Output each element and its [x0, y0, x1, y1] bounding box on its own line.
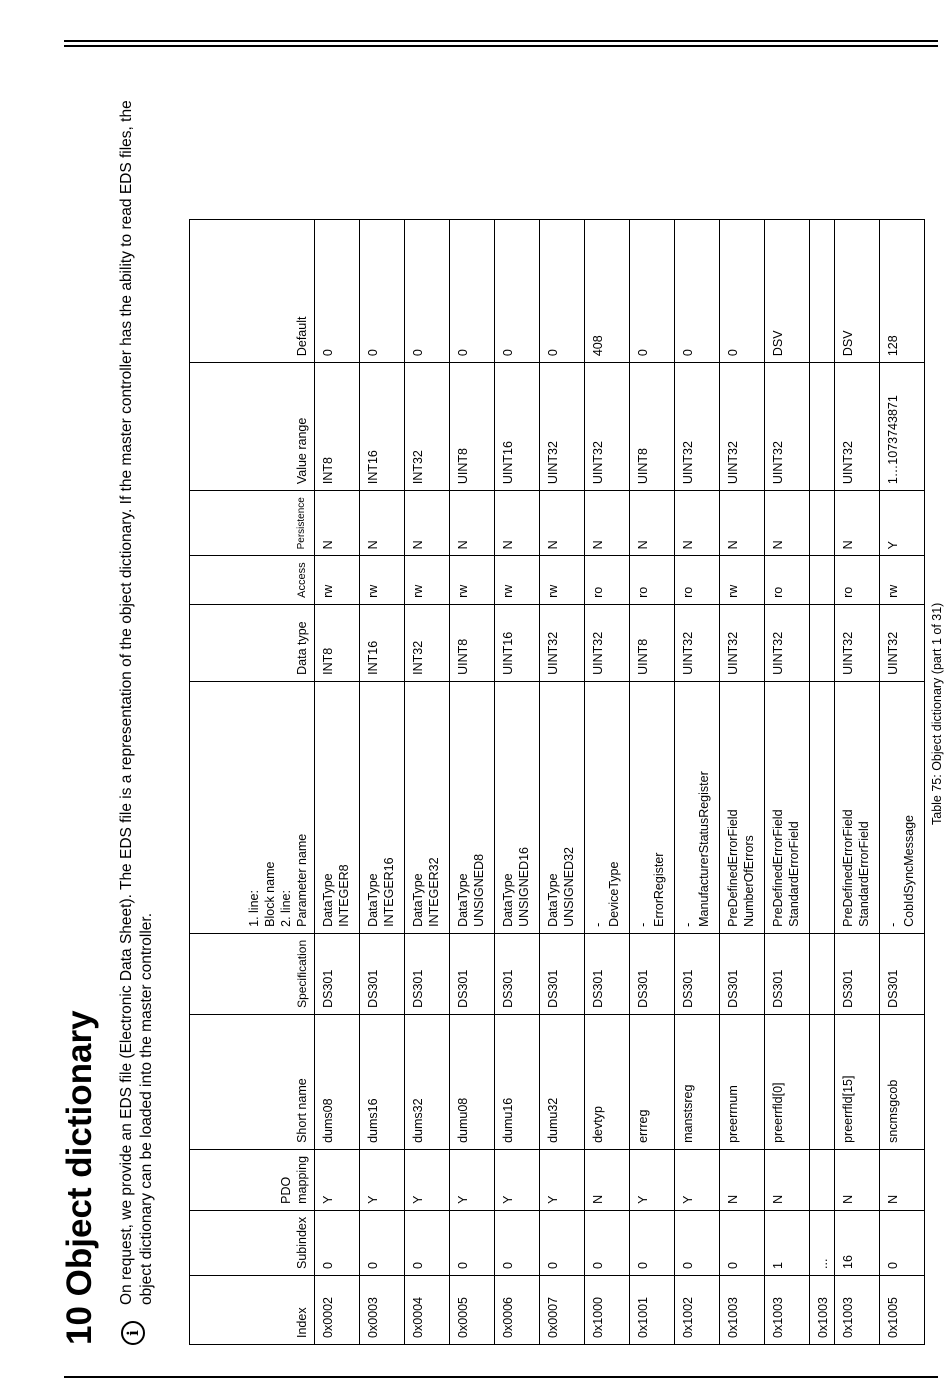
cell-block-param — [810, 681, 835, 933]
cell-dtype: UINT32 — [540, 604, 585, 681]
cell-block-param — [450, 681, 495, 933]
cell-pdo: N — [765, 1149, 810, 1210]
cell-dtype: UINT32 — [880, 604, 925, 681]
cell-param: UNSIGNED8 — [472, 853, 486, 927]
cell-short-name: manstsreg — [675, 1014, 720, 1149]
cell-persist: N — [585, 491, 630, 556]
cell-spec: DS301 — [405, 933, 450, 1014]
cell-subindex: 0 — [675, 1210, 720, 1275]
object-dictionary-table — [189, 219, 925, 1345]
cell-access — [810, 556, 835, 604]
cell-dtype: INT16 — [360, 604, 405, 681]
cell-index: 0x0002 — [315, 1276, 360, 1345]
cell-access: rw — [495, 556, 540, 604]
cell-persist: N — [495, 491, 540, 556]
cell-range: INT32 — [405, 363, 450, 491]
cell-access: ro — [675, 556, 720, 604]
cell-spec — [810, 933, 835, 1014]
cell-block: DataType — [411, 873, 425, 927]
cell-access: rw — [540, 556, 585, 604]
cell-param: DeviceType — [607, 861, 621, 927]
cell-short-name: devtyp — [585, 1014, 630, 1149]
cell-block-param — [630, 681, 675, 933]
cell-dtype: UINT32 — [720, 604, 765, 681]
cell-short-name: dumu08 — [450, 1014, 495, 1149]
header-line4: Parameter name — [295, 833, 309, 927]
cell-dtype: UINT32 — [585, 604, 630, 681]
cell-range: UINT16 — [495, 363, 540, 491]
cell-index: 0x0007 — [540, 1276, 585, 1345]
cell-spec: DS301 — [540, 933, 585, 1014]
cell-block: DataType — [456, 873, 470, 927]
cell-pdo: N — [880, 1149, 925, 1210]
cell-block-param — [315, 681, 360, 933]
cell-subindex: ... — [810, 1210, 835, 1275]
cell-index: 0x1002 — [675, 1276, 720, 1345]
cell-range — [810, 363, 835, 491]
rotated-page — [60, 75, 944, 1345]
cell-spec: DS301 — [585, 933, 630, 1014]
cell-access: rw — [880, 556, 925, 604]
cell-range: INT16 — [360, 363, 405, 491]
cell-block-param — [675, 681, 720, 933]
cell-default: 0 — [630, 220, 675, 363]
cell-short-name: sncmsgcob — [880, 1014, 925, 1149]
cell-range: UINT8 — [450, 363, 495, 491]
cell-short-name — [810, 1014, 835, 1149]
cell-block: PreDefinedErrorField — [771, 809, 785, 927]
cell-default — [810, 220, 835, 363]
cell-default: 0 — [495, 220, 540, 363]
cell-short-name: preerrfld[0] — [765, 1014, 810, 1149]
header-line3: 2. line: — [279, 890, 293, 927]
cell-access: ro — [765, 556, 810, 604]
cell-access: rw — [450, 556, 495, 604]
cell-short-name: dumu32 — [540, 1014, 585, 1149]
intro-paragraph: On request, we provide an EDS file (Electronic Data Sheet). The EDS file is a representation of the object dictionary. If the master controller has the ability to read EDS files, the object dictionary can be loaded into the master controller. — [118, 100, 155, 1305]
cell-default: 0 — [450, 220, 495, 363]
cell-persist: N — [675, 491, 720, 556]
cell-persist: N — [315, 491, 360, 556]
cell-block: DataType — [366, 873, 380, 927]
cell-range: UINT32 — [585, 363, 630, 491]
cell-subindex: 0 — [585, 1210, 630, 1275]
cell-persist: N — [835, 491, 880, 556]
cell-pdo: Y — [630, 1149, 675, 1210]
header-specification: Specification — [190, 933, 315, 1014]
cell-block-param — [495, 681, 540, 933]
cell-access: ro — [630, 556, 675, 604]
header-subindex: Subindex — [190, 1210, 315, 1275]
table-header-row — [190, 220, 315, 1345]
info-icon: i — [121, 1321, 145, 1345]
header-persistence: Persistence — [190, 491, 315, 556]
cell-dtype: UINT32 — [765, 604, 810, 681]
cell-block: PreDefinedErrorField — [726, 809, 740, 927]
cell-block-param — [835, 681, 880, 933]
table-row — [675, 220, 720, 1345]
cell-pdo: Y — [540, 1149, 585, 1210]
cell-persist: N — [405, 491, 450, 556]
cell-pdo: Y — [360, 1149, 405, 1210]
header-pdo-mapping: PDO mapping — [190, 1149, 315, 1210]
cell-param: ErrorRegister — [652, 852, 666, 927]
table-row — [495, 220, 540, 1345]
cell-block: DataType — [501, 873, 515, 927]
cell-access: ro — [585, 556, 630, 604]
cell-spec: DS301 — [360, 933, 405, 1014]
cell-subindex: 0 — [880, 1210, 925, 1275]
cell-param: INTEGER32 — [427, 857, 441, 927]
cell-default: 408 — [585, 220, 630, 363]
cell-short-name: dums32 — [405, 1014, 450, 1149]
header-block-param — [190, 681, 315, 933]
cell-default: DSV — [765, 220, 810, 363]
cell-block-param — [765, 681, 810, 933]
cell-persist: N — [720, 491, 765, 556]
cell-spec: DS301 — [630, 933, 675, 1014]
header-index: Index — [190, 1276, 315, 1345]
cell-pdo: N — [720, 1149, 765, 1210]
table-caption: Table 75: Object dictionary (part 1 of 31) — [930, 602, 944, 825]
cell-block-param — [585, 681, 630, 933]
cell-short-name: errreg — [630, 1014, 675, 1149]
cell-default: 0 — [405, 220, 450, 363]
cell-dtype: INT8 — [315, 604, 360, 681]
cell-range: INT8 — [315, 363, 360, 491]
top-rule — [64, 40, 938, 42]
cell-range: UINT32 — [765, 363, 810, 491]
cell-block: DataType — [321, 873, 335, 927]
table-row — [540, 220, 585, 1345]
cell-dtype: INT32 — [405, 604, 450, 681]
cell-range: 1…1073743871 — [880, 363, 925, 491]
cell-spec: DS301 — [450, 933, 495, 1014]
cell-pdo: N — [585, 1149, 630, 1210]
cell-subindex: 0 — [720, 1210, 765, 1275]
cell-short-name: preerrnum — [720, 1014, 765, 1149]
cell-param: ManufacturerStatusRegister — [697, 771, 711, 927]
cell-persist: N — [540, 491, 585, 556]
cell-block: DataType — [546, 873, 560, 927]
cell-persist: N — [630, 491, 675, 556]
cell-index: 0x1003 — [765, 1276, 810, 1345]
cell-block: - — [591, 922, 605, 927]
cell-default: 128 — [880, 220, 925, 363]
cell-index: 0x1003 — [835, 1276, 880, 1345]
cell-subindex: 0 — [405, 1210, 450, 1275]
cell-param: UNSIGNED16 — [517, 846, 531, 927]
cell-index: 0x0004 — [405, 1276, 450, 1345]
cell-short-name: preerrfld[15] — [835, 1014, 880, 1149]
cell-range: UINT32 — [835, 363, 880, 491]
cell-persist: N — [450, 491, 495, 556]
cell-short-name: dums16 — [360, 1014, 405, 1149]
cell-block-param — [540, 681, 585, 933]
cell-block: - — [636, 922, 650, 927]
header-data-type: Data type — [190, 604, 315, 681]
cell-spec: DS301 — [315, 933, 360, 1014]
cell-pdo: Y — [450, 1149, 495, 1210]
cell-index: 0x1005 — [880, 1276, 925, 1345]
cell-param: INTEGER16 — [382, 857, 396, 927]
cell-subindex: 0 — [450, 1210, 495, 1275]
cell-range: UINT32 — [675, 363, 720, 491]
cell-pdo: Y — [405, 1149, 450, 1210]
header-line2: Block name — [263, 861, 277, 927]
cell-index: 0x1000 — [585, 1276, 630, 1345]
cell-index: 0x1003 — [720, 1276, 765, 1345]
header-line1: 1. line: — [247, 890, 261, 927]
cell-block: - — [681, 922, 695, 927]
cell-param: INTEGER8 — [337, 864, 351, 927]
table-row — [835, 220, 880, 1345]
table-row — [720, 220, 765, 1345]
cell-subindex: 16 — [835, 1210, 880, 1275]
cell-subindex: 0 — [630, 1210, 675, 1275]
cell-spec: DS301 — [835, 933, 880, 1014]
page-title: 10 Object dictionary — [60, 1010, 99, 1345]
table-row — [585, 220, 630, 1345]
cell-pdo: Y — [315, 1149, 360, 1210]
cell-spec: DS301 — [765, 933, 810, 1014]
table-row — [630, 220, 675, 1345]
cell-spec: DS301 — [675, 933, 720, 1014]
cell-short-name: dumu16 — [495, 1014, 540, 1149]
cell-index: 0x0003 — [360, 1276, 405, 1345]
cell-persist: Y — [880, 491, 925, 556]
cell-range: UINT32 — [720, 363, 765, 491]
cell-param: UNSIGNED32 — [562, 846, 576, 927]
cell-access: rw — [315, 556, 360, 604]
cell-pdo — [810, 1149, 835, 1210]
cell-range: UINT32 — [540, 363, 585, 491]
table-row — [405, 220, 450, 1345]
cell-index: 0x1001 — [630, 1276, 675, 1345]
cell-param: CobIdSyncMessage — [902, 815, 916, 927]
cell-pdo: N — [835, 1149, 880, 1210]
bottom-rule — [64, 1376, 938, 1378]
cell-persist: N — [765, 491, 810, 556]
cell-access: rw — [720, 556, 765, 604]
table-row — [765, 220, 810, 1345]
table-row — [450, 220, 495, 1345]
cell-access: rw — [360, 556, 405, 604]
cell-default: DSV — [835, 220, 880, 363]
cell-subindex: 0 — [495, 1210, 540, 1275]
table-row — [810, 220, 835, 1345]
cell-block: PreDefinedErrorField — [841, 809, 855, 927]
cell-dtype: UINT32 — [675, 604, 720, 681]
cell-dtype: UINT32 — [835, 604, 880, 681]
cell-short-name: dums08 — [315, 1014, 360, 1149]
cell-dtype: UINT8 — [450, 604, 495, 681]
cell-access: ro — [835, 556, 880, 604]
table-row — [880, 220, 925, 1345]
cell-subindex: 1 — [765, 1210, 810, 1275]
cell-access: rw — [405, 556, 450, 604]
cell-pdo: Y — [495, 1149, 540, 1210]
cell-pdo: Y — [675, 1149, 720, 1210]
top-rule-second — [64, 45, 938, 47]
cell-dtype — [810, 604, 835, 681]
cell-spec: DS301 — [880, 933, 925, 1014]
cell-range: UINT8 — [630, 363, 675, 491]
table-row — [360, 220, 405, 1345]
cell-subindex: 0 — [540, 1210, 585, 1275]
cell-default: 0 — [720, 220, 765, 363]
cell-index: 0x1003 — [810, 1276, 835, 1345]
cell-persist: N — [360, 491, 405, 556]
header-access: Access — [190, 556, 315, 604]
cell-default: 0 — [675, 220, 720, 363]
cell-block-param — [880, 681, 925, 933]
cell-default: 0 — [540, 220, 585, 363]
cell-index: 0x0006 — [495, 1276, 540, 1345]
cell-index: 0x0005 — [450, 1276, 495, 1345]
cell-dtype: UINT16 — [495, 604, 540, 681]
cell-default: 0 — [360, 220, 405, 363]
cell-block-param — [405, 681, 450, 933]
header-value-range: Value range — [190, 363, 315, 491]
cell-param: NumberOfErrors — [742, 835, 756, 927]
cell-subindex: 0 — [315, 1210, 360, 1275]
cell-spec: DS301 — [720, 933, 765, 1014]
cell-dtype: UINT8 — [630, 604, 675, 681]
cell-param: StandardErrorField — [857, 821, 871, 927]
cell-spec: DS301 — [495, 933, 540, 1014]
cell-block-param — [360, 681, 405, 933]
cell-block-param — [720, 681, 765, 933]
cell-persist — [810, 491, 835, 556]
table-row — [315, 220, 360, 1345]
cell-subindex: 0 — [360, 1210, 405, 1275]
cell-default: 0 — [315, 220, 360, 363]
header-default: Default — [190, 220, 315, 363]
cell-param: StandardErrorField — [787, 821, 801, 927]
cell-block: - — [886, 922, 900, 927]
header-short-name: Short name — [190, 1014, 315, 1149]
